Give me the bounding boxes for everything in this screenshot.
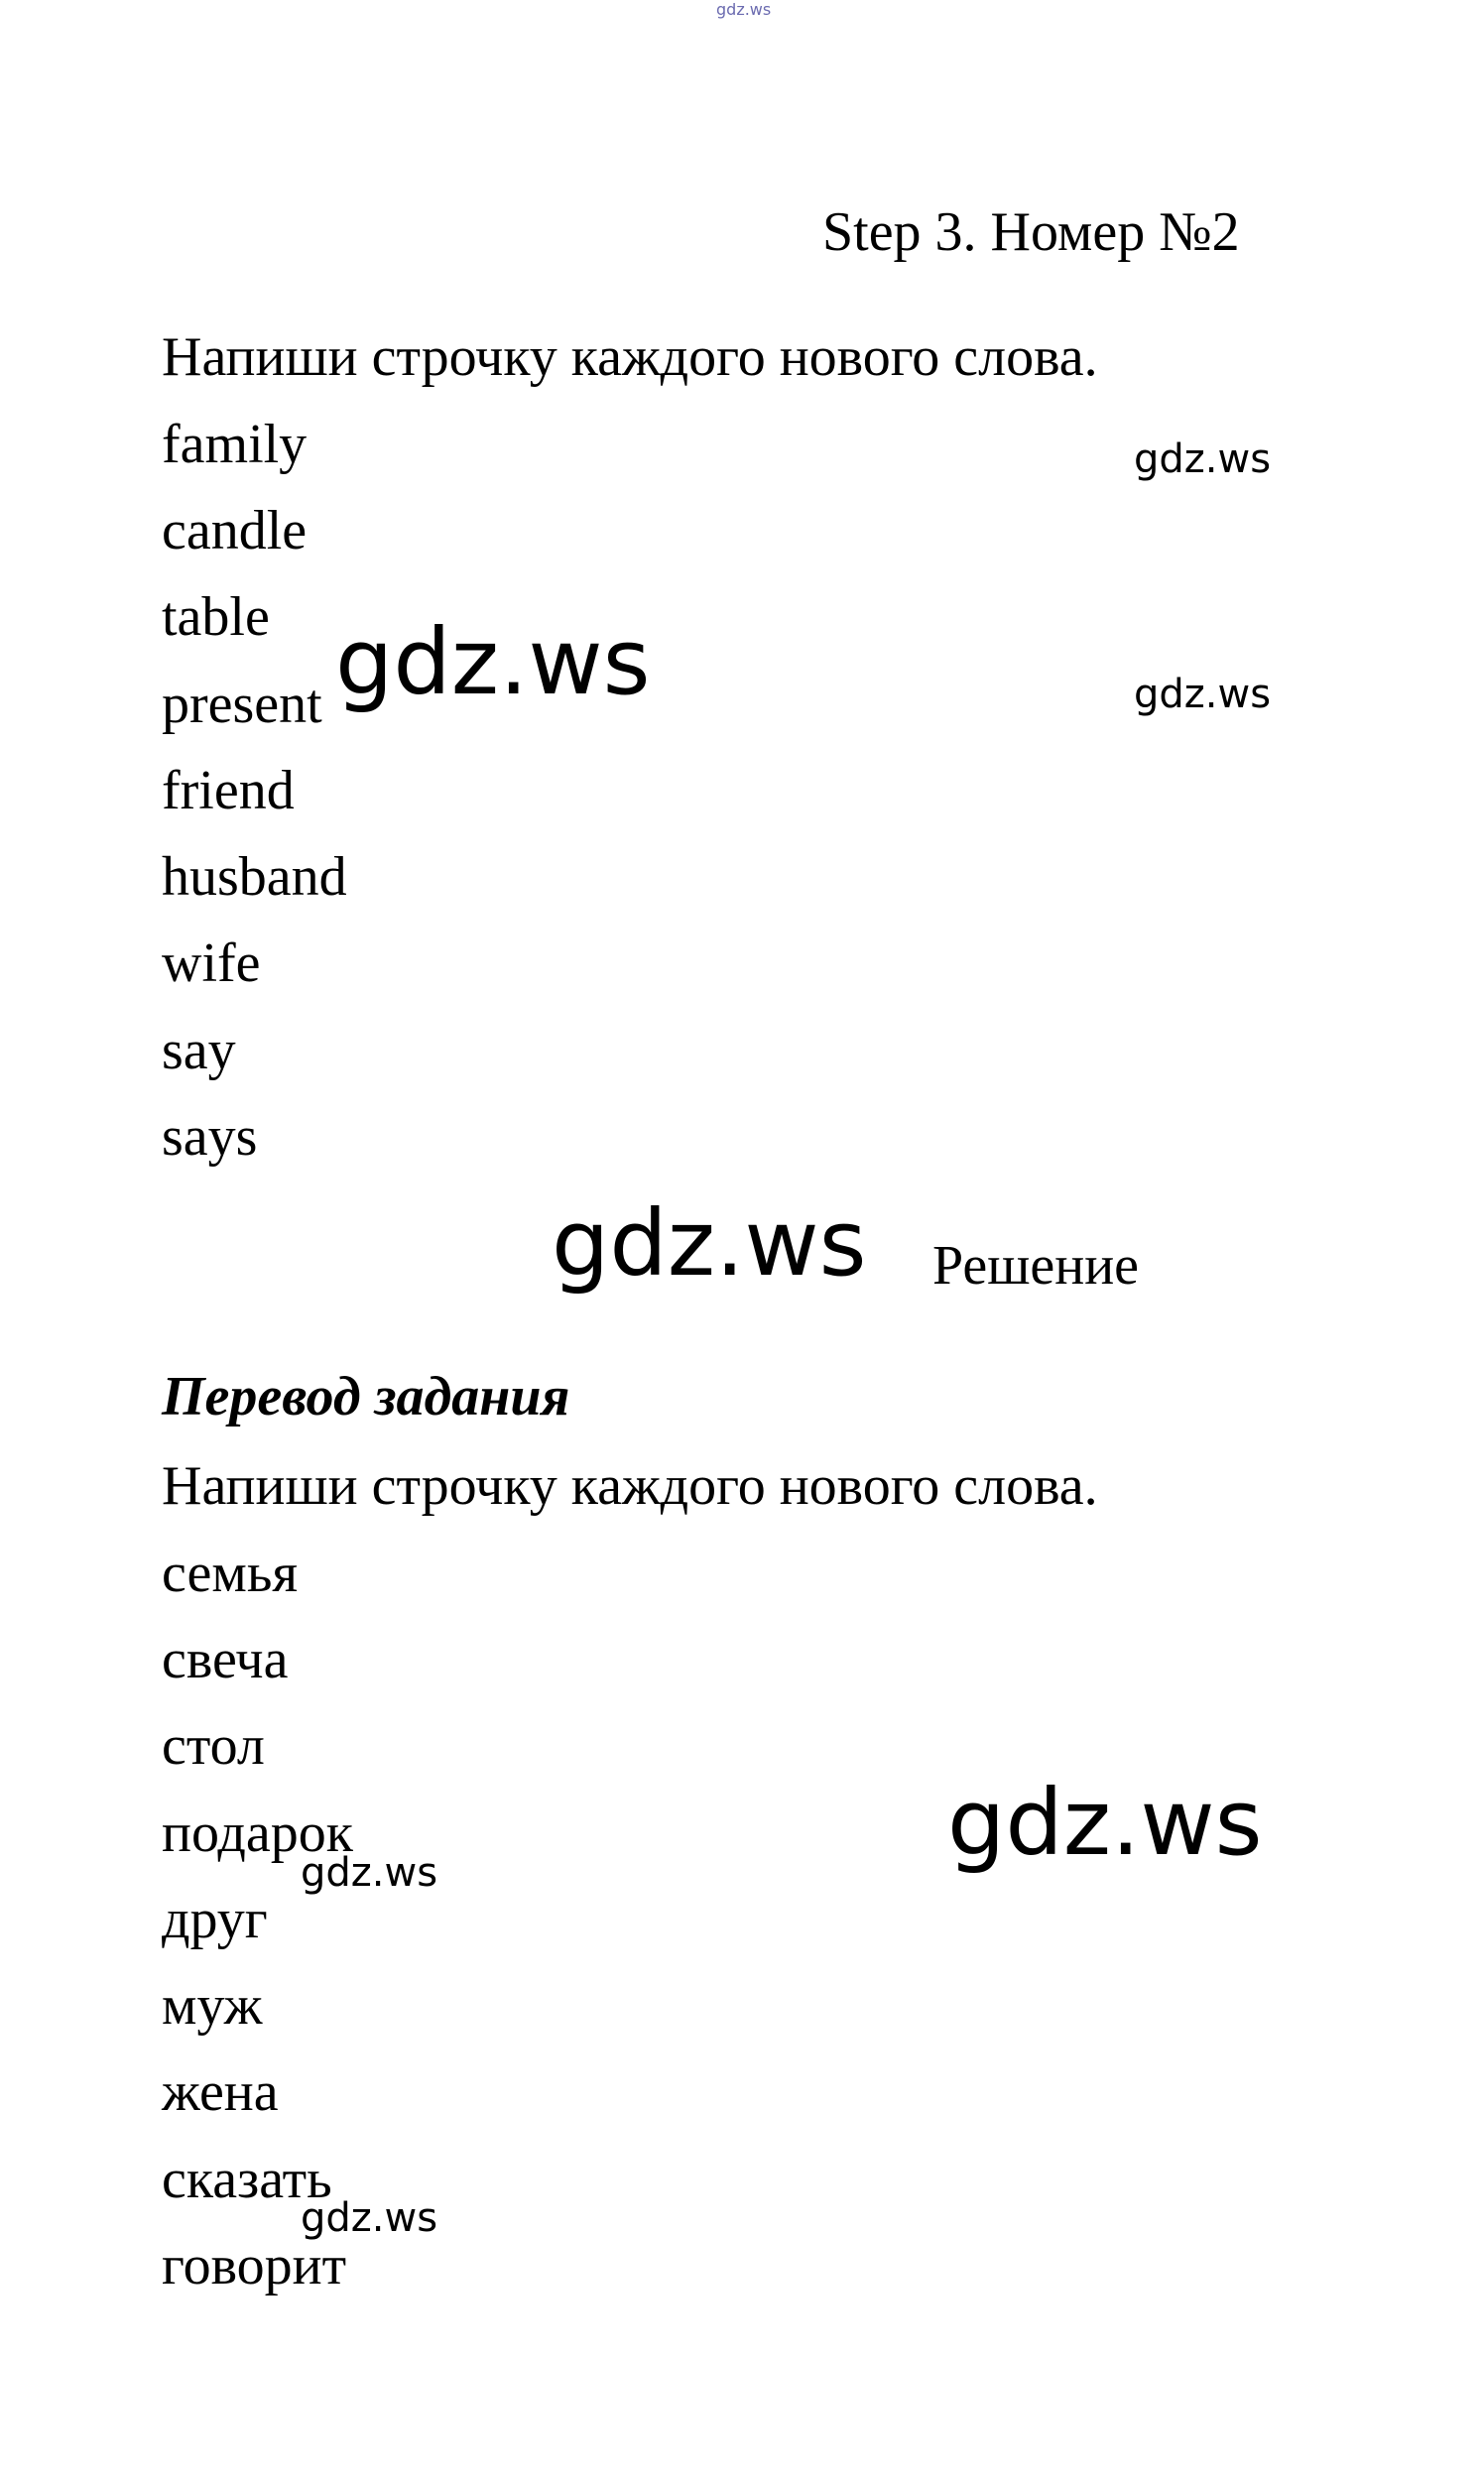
word-skazat: сказать: [162, 2149, 332, 2210]
word-candle: candle: [162, 500, 308, 561]
watermark-1: gdz.ws: [1134, 436, 1272, 482]
word-husband: husband: [162, 846, 347, 908]
translation-instruction: Напиши строчку каждого нового слова.: [162, 1455, 1098, 1517]
solution-label: Решение: [932, 1235, 1140, 1297]
word-podarok: подарок: [162, 1802, 353, 1864]
watermark-6: gdz.ws: [301, 1850, 438, 1896]
watermark-3: gdz.ws: [1134, 672, 1272, 717]
word-friend: friend: [162, 760, 295, 821]
word-wife: wife: [162, 932, 261, 994]
watermark-7: gdz.ws: [301, 2195, 438, 2241]
watermark-top: gdz.ws: [716, 0, 772, 19]
page-title: Step 3. Номер №2: [822, 201, 1240, 263]
translation-heading: Перевод задания: [162, 1366, 570, 1427]
word-semya: семья: [162, 1543, 299, 1604]
word-family: family: [162, 414, 308, 475]
word-say: say: [162, 1020, 236, 1081]
watermark-2: gdz.ws: [335, 609, 651, 715]
task-instruction: Напиши строчку каждого нового слова.: [162, 326, 1098, 388]
watermark-4: gdz.ws: [552, 1190, 867, 1297]
word-zhena: жена: [162, 2061, 279, 2123]
watermark-5: gdz.ws: [947, 1770, 1263, 1876]
word-says: says: [162, 1106, 258, 1168]
word-govorit: говорит: [162, 2235, 347, 2296]
word-svecha: свеча: [162, 1629, 289, 1690]
word-present: present: [162, 674, 322, 735]
word-muzh: муж: [162, 1975, 263, 2037]
word-stol: стол: [162, 1715, 265, 1777]
word-drug: друг: [162, 1889, 268, 1950]
word-table: table: [162, 586, 270, 648]
